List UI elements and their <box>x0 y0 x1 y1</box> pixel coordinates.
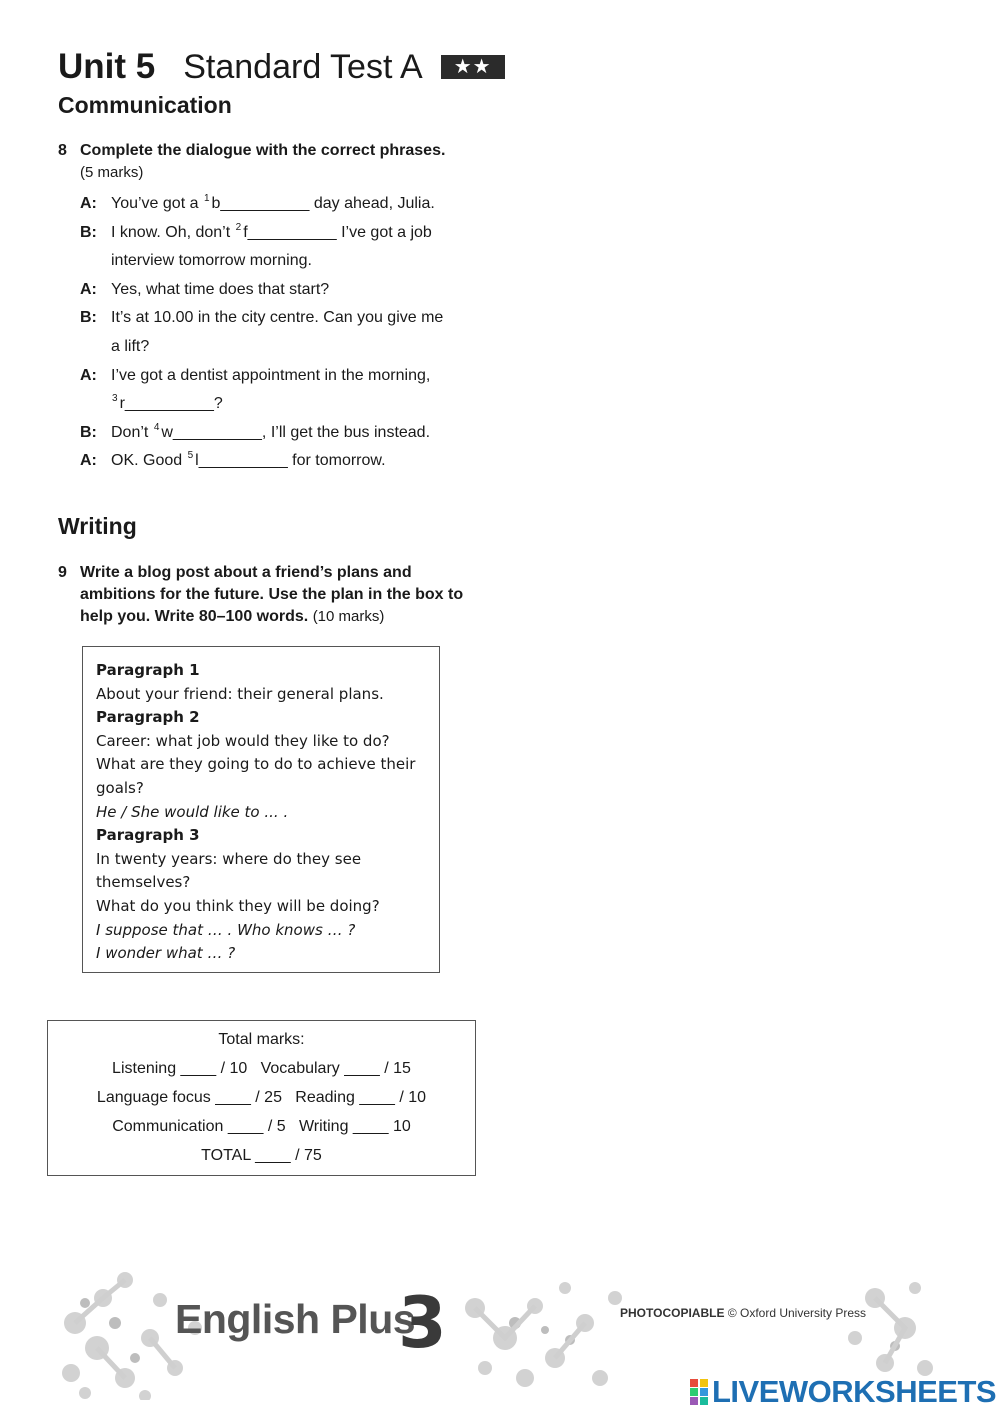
plan-line: What are they going to do to achieve their <box>96 755 416 774</box>
gap-number: 5 <box>187 450 194 462</box>
marks-row-2: Language focus ____ / 25 Reading ____ / 10 <box>96 1089 427 1106</box>
dialogue-line <box>80 247 480 276</box>
dialogue-text <box>111 276 329 305</box>
dialogue-text <box>111 219 432 250</box>
plan-line: Career: what job would they like to do? <box>96 731 390 750</box>
dialogue-text-part: , I’ll get the bus instead. <box>261 423 431 441</box>
dialogue-speaker: A: <box>80 195 97 212</box>
plan-paragraph-heading: Paragraph 2 <box>96 708 200 727</box>
total-marks-box <box>47 1020 476 1176</box>
plan-line: About your friend: their general plans. <box>96 684 384 703</box>
dialogue-text-part: Yes, what time does that start? <box>111 280 330 298</box>
dialogue-text <box>111 390 223 421</box>
plan-line: goals? <box>96 778 144 797</box>
dialogue-speaker: B: <box>80 309 97 327</box>
exercise-8-number: 8 <box>58 142 67 159</box>
dialogue-line <box>80 390 480 419</box>
dialogue-line <box>80 219 480 248</box>
plan-line: I suppose that … . Who knows … ? <box>96 920 356 939</box>
unit-label: Unit 5 <box>58 47 156 86</box>
marks-row-1: Listening ____ / 10 Vocabulary ____ / 15 <box>112 1060 411 1077</box>
plan-paragraph-heading: Paragraph 3 <box>96 826 200 845</box>
dialogue-text-part: interview tomorrow morning. <box>111 252 312 270</box>
exercise-8-instruction: Complete the dialogue with the correct phrases. <box>80 142 446 159</box>
exercise-9-number: 9 <box>58 564 67 581</box>
marks-row-3: Communication ____ / 5 Writing ____ 10 <box>112 1118 411 1135</box>
plan-paragraph-heading: Paragraph 1 <box>96 661 200 679</box>
plan-box <box>82 646 440 973</box>
dialogue-line <box>80 362 480 391</box>
answer-gap[interactable]: r__________ <box>119 395 214 413</box>
dialogue-text <box>111 304 443 333</box>
dialogue-text-part: day ahead, Julia. <box>309 195 435 212</box>
dialogue-line <box>80 419 480 448</box>
dialogue-line <box>80 276 480 305</box>
dialogue-line <box>80 190 480 219</box>
dialogue-text-part: I know. Oh, don’t <box>111 223 231 241</box>
dialogue <box>80 190 480 476</box>
exercise-9-instruction <box>80 562 480 628</box>
gap-number: 2 <box>235 221 242 233</box>
plan-line: themselves? <box>96 873 191 892</box>
exercise-9-marks: (10 marks) <box>312 608 385 625</box>
photocopiable-label: PHOTOCOPIABLE <box>620 1306 725 1320</box>
dialogue-text-part: for tomorrow. <box>287 452 386 470</box>
level-number: 3 <box>398 1282 447 1364</box>
plan-line: What do you think they will be doing? <box>96 896 380 915</box>
dialogue-speaker: A: <box>80 280 97 298</box>
liveworksheets-icon <box>690 1379 708 1405</box>
answer-gap[interactable]: l__________ <box>195 452 288 470</box>
answer-gap[interactable]: b__________ <box>211 195 310 212</box>
gap-number: 1 <box>203 193 210 204</box>
dialogue-text-part: It’s at 10.00 in the city centre. Can you give me <box>111 309 444 327</box>
exercise-8-marks: (5 marks) <box>80 164 144 181</box>
dialogue-line <box>80 333 480 362</box>
dialogue-speaker: A: <box>80 452 97 470</box>
plan-line: In twenty years: where do they see <box>96 849 362 868</box>
dialogue-text <box>111 447 386 478</box>
dialogue-text-part: OK. Good <box>111 452 183 470</box>
gap-number: 4 <box>153 421 160 433</box>
page-title <box>58 44 505 90</box>
answer-gap[interactable]: w__________ <box>161 423 262 441</box>
marks-row-total: TOTAL ____ / 75 <box>201 1147 322 1164</box>
difficulty-stars-badge: ★★ <box>441 55 505 79</box>
dialogue-text <box>111 333 149 362</box>
gap-number: 3 <box>112 393 118 405</box>
dialogue-text-part: Don’t <box>111 423 149 441</box>
dialogue-text-part: ? <box>213 395 223 413</box>
dialogue-speaker: B: <box>80 423 97 441</box>
dialogue-text-part: You’ve got a <box>111 195 199 212</box>
dialogue-text <box>111 362 430 391</box>
communication-heading: Communication <box>58 92 232 118</box>
writing-heading: Writing <box>58 513 137 539</box>
dialogue-speaker: A: <box>80 366 97 384</box>
dialogue-text-part: I’ve got a job <box>336 223 432 241</box>
plan-line: I wonder what … ? <box>96 944 236 963</box>
dialogue-text <box>111 190 435 221</box>
dialogue-text-part: a lift? <box>111 337 150 355</box>
liveworksheets-text: LIVEWORKSHEETS <box>712 1374 997 1409</box>
dialogue-speaker: B: <box>80 223 97 241</box>
answer-gap[interactable]: f__________ <box>243 223 337 241</box>
copyright-text: © Oxford University Press <box>727 1306 867 1320</box>
dialogue-line <box>80 304 480 333</box>
plan-line: He / She would like to ... . <box>96 802 289 821</box>
exercise-9-instruction-text: Write a blog post about a friend’s plans and ambitions for the future. Use the plan in the box to help you. Write 80–100 words. <box>80 564 464 625</box>
dialogue-text-part: I’ve got a dentist appointment in the morning, <box>111 366 431 384</box>
dialogue-line <box>80 447 480 476</box>
dialogue-text <box>111 247 312 276</box>
total-marks-title: Total marks: <box>218 1031 305 1048</box>
test-name: Standard Test A <box>183 47 423 86</box>
english-plus-logo: English Plus <box>175 1296 416 1342</box>
liveworksheets-logo <box>690 1374 996 1410</box>
dialogue-text <box>111 419 430 450</box>
photocopiable-notice <box>620 1306 866 1320</box>
